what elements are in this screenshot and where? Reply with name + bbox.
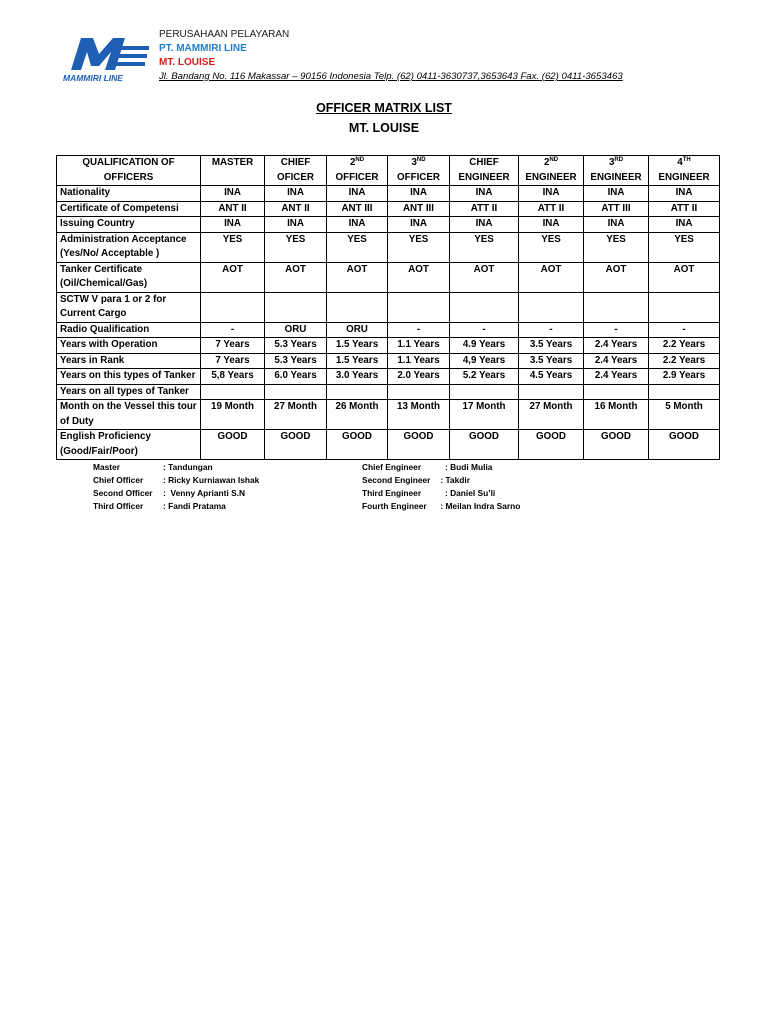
table-cell: GOOD [388, 430, 450, 460]
crew-role: Third Engineer [362, 488, 422, 498]
table-cell [450, 384, 519, 400]
table-cell [519, 292, 584, 322]
table-cell: 27 Month [519, 400, 584, 430]
table-cell: GOOD [649, 430, 720, 460]
table-cell: AOT [201, 262, 265, 292]
table-cell: YES [388, 232, 450, 262]
table-cell: YES [584, 232, 649, 262]
officer-matrix-table [56, 155, 720, 460]
table-row [57, 369, 720, 385]
table-cell: 2.4 Years [584, 338, 649, 354]
table-cell: 2.0 Years [388, 369, 450, 385]
crew-name: : Meilan Indra Sarno [438, 501, 521, 511]
table-cell [388, 292, 450, 322]
table-cell: INA [201, 217, 265, 233]
crew-role: Fourth Engineer [362, 501, 427, 511]
document-subtitle: MT. LOUISE [348, 121, 420, 135]
table-row [57, 322, 720, 338]
column-header: 3RD ENGINEER [584, 156, 649, 186]
table-cell [327, 292, 388, 322]
crew-entry [362, 487, 520, 500]
table-cell [265, 292, 327, 322]
table-cell [388, 384, 450, 400]
table-cell: GOOD [201, 430, 265, 460]
table-cell: ANT III [388, 201, 450, 217]
row-label: Radio Qualification [57, 322, 201, 338]
table-cell: ATT II [519, 201, 584, 217]
column-header: CHIEF OFICER [265, 156, 327, 186]
table-cell: - [519, 322, 584, 338]
table-cell: ORU [327, 322, 388, 338]
row-label: Years on all types of Tanker [57, 384, 201, 400]
crew-name: : Ricky Kurniawan Ishak [163, 475, 260, 485]
crew-role: Chief Officer [93, 475, 144, 485]
table-cell: - [649, 322, 720, 338]
table-cell: INA [649, 186, 720, 202]
table-cell: AOT [519, 262, 584, 292]
table-cell: YES [649, 232, 720, 262]
table-cell: INA [519, 186, 584, 202]
mammiri-line-logo [61, 32, 153, 84]
table-cell: 27 Month [265, 400, 327, 430]
table-cell: INA [201, 186, 265, 202]
row-label: Certificate of Competensi [57, 201, 201, 217]
table-cell: YES [327, 232, 388, 262]
table-cell: AOT [265, 262, 327, 292]
table-cell: INA [388, 217, 450, 233]
crew-entry [93, 487, 259, 500]
crew-entry [93, 461, 259, 474]
column-header: 3ND OFFICER [388, 156, 450, 186]
table-cell: YES [201, 232, 265, 262]
table-cell [584, 384, 649, 400]
table-row [57, 353, 720, 369]
row-label: Month on the Vessel this tour of Duty [57, 400, 201, 430]
table-cell [450, 292, 519, 322]
table-cell: AOT [327, 262, 388, 292]
table-cell: INA [519, 217, 584, 233]
table-cell: 7 Years [201, 353, 265, 369]
table-cell: GOOD [265, 430, 327, 460]
table-cell [584, 292, 649, 322]
table-cell: GOOD [327, 430, 388, 460]
table-cell: 4.9 Years [450, 338, 519, 354]
row-label: Administration Acceptance (Yes/No/ Acceptable ) [57, 232, 201, 262]
table-cell: - [388, 322, 450, 338]
table-cell: INA [584, 217, 649, 233]
table-cell: GOOD [519, 430, 584, 460]
table-cell [327, 384, 388, 400]
table-cell: AOT [649, 262, 720, 292]
row-label: Tanker Certificate (Oil/Chemical/Gas) [57, 262, 201, 292]
table-cell: - [450, 322, 519, 338]
row-label: Years in Rank [57, 353, 201, 369]
table-body [57, 186, 720, 460]
table-cell: INA [450, 217, 519, 233]
table-cell [201, 292, 265, 322]
table-cell: 19 Month [201, 400, 265, 430]
crew-role: Master [93, 462, 120, 472]
table-cell: 5,8 Years [201, 369, 265, 385]
table-cell [519, 384, 584, 400]
table-cell: 5 Month [649, 400, 720, 430]
table-cell: ORU [265, 322, 327, 338]
table-cell: 3.5 Years [519, 353, 584, 369]
company-name: PT. MAMMIRI LINE [159, 43, 247, 54]
table-cell: 1.1 Years [388, 338, 450, 354]
table-cell: 2.9 Years [649, 369, 720, 385]
crew-entry [362, 474, 520, 487]
crew-role: Second Officer [93, 488, 153, 498]
crew-entry [362, 461, 520, 474]
crew-name: : Daniel Su’li [438, 488, 496, 498]
table-cell [201, 384, 265, 400]
table-cell: 13 Month [388, 400, 450, 430]
table-row [57, 338, 720, 354]
table-cell: INA [265, 217, 327, 233]
table-header-row [57, 156, 720, 186]
table-cell: INA [649, 217, 720, 233]
table-row [57, 262, 720, 292]
table-cell: INA [450, 186, 519, 202]
vessel-name: MT. LOUISE [159, 57, 216, 68]
crew-name: : Venny Aprianti S.N [163, 488, 246, 498]
table-cell: GOOD [584, 430, 649, 460]
table-cell: INA [327, 217, 388, 233]
table-cell: 2.2 Years [649, 353, 720, 369]
crew-name: : Takdir [438, 475, 470, 485]
table-cell: YES [450, 232, 519, 262]
crew-role: Third Officer [93, 501, 144, 511]
table-cell: 5.3 Years [265, 338, 327, 354]
table-cell: 4,9 Years [450, 353, 519, 369]
table-cell: 7 Years [201, 338, 265, 354]
table-cell: ANT III [327, 201, 388, 217]
table-cell: 6.0 Years [265, 369, 327, 385]
table-cell: YES [265, 232, 327, 262]
table-row [57, 217, 720, 233]
table-cell: 1.5 Years [327, 338, 388, 354]
table-cell: 1.1 Years [388, 353, 450, 369]
table-cell: AOT [584, 262, 649, 292]
row-label: Years with Operation [57, 338, 201, 354]
crew-role: Second Engineer [362, 475, 431, 485]
table-cell: ANT II [201, 201, 265, 217]
crew-name: : Fandi Pratama [163, 501, 226, 511]
table-cell: YES [519, 232, 584, 262]
table-cell: INA [584, 186, 649, 202]
table-cell: INA [265, 186, 327, 202]
table-cell: INA [327, 186, 388, 202]
table-cell: 17 Month [450, 400, 519, 430]
row-label: English Proficiency (Good/Fair/Poor) [57, 430, 201, 460]
table-cell: 5.2 Years [450, 369, 519, 385]
row-label: Years on this types of Tanker [57, 369, 201, 385]
crew-name: : Budi Mulia [438, 462, 493, 472]
column-header: 4TH ENGINEER [649, 156, 720, 186]
company-address: Jl. Bandang No. 116 Makassar – 90156 Indonesia Telp. (62) 0411-3630737,3653643 Fax. (62) 0411-3653463 [159, 71, 623, 82]
table-cell [649, 292, 720, 322]
row-label: Issuing Country [57, 217, 201, 233]
logo-text: MAMMIRI LINE [63, 73, 123, 83]
document-title: OFFICER MATRIX LIST [316, 101, 452, 115]
table-cell: 2.4 Years [584, 369, 649, 385]
crew-entry [93, 500, 259, 513]
table-row [57, 400, 720, 430]
table-cell: ATT II [649, 201, 720, 217]
table-cell [649, 384, 720, 400]
table-cell: 16 Month [584, 400, 649, 430]
table-cell: INA [388, 186, 450, 202]
table-cell: ANT II [265, 201, 327, 217]
column-header: MASTER [201, 156, 265, 186]
table-cell: ATT II [450, 201, 519, 217]
table-cell: AOT [388, 262, 450, 292]
table-cell: 5.3 Years [265, 353, 327, 369]
table-row [57, 292, 720, 322]
table-cell: 26 Month [327, 400, 388, 430]
table-cell: 2.4 Years [584, 353, 649, 369]
table-cell: ATT III [584, 201, 649, 217]
table-cell: 1.5 Years [327, 353, 388, 369]
table-cell: GOOD [450, 430, 519, 460]
crew-entry [93, 474, 259, 487]
table-cell: 3.0 Years [327, 369, 388, 385]
table-row [57, 384, 720, 400]
corner-header: QUALIFICATION OF OFFICERS [57, 156, 201, 186]
table-row [57, 232, 720, 262]
column-header: CHIEF ENGINEER [450, 156, 519, 186]
crew-list-deck [93, 461, 259, 513]
crew-list-engine [362, 461, 520, 513]
table-cell: 2.2 Years [649, 338, 720, 354]
table-row [57, 186, 720, 202]
crew-entry [362, 500, 520, 513]
table-cell: 3.5 Years [519, 338, 584, 354]
table-cell: - [201, 322, 265, 338]
row-label: Nationality [57, 186, 201, 202]
table-cell: - [584, 322, 649, 338]
table-row [57, 430, 720, 460]
table-cell [265, 384, 327, 400]
column-header: 2ND OFFICER [327, 156, 388, 186]
crew-role: Chief Engineer [362, 462, 422, 472]
table-cell: AOT [450, 262, 519, 292]
crew-name: : Tandungan [163, 462, 213, 472]
company-type: PERUSAHAAN PELAYARAN [159, 29, 290, 40]
row-label: SCTW V para 1 or 2 for Current Cargo [57, 292, 201, 322]
table-cell: 4.5 Years [519, 369, 584, 385]
table-row [57, 201, 720, 217]
column-header: 2ND ENGINEER [519, 156, 584, 186]
